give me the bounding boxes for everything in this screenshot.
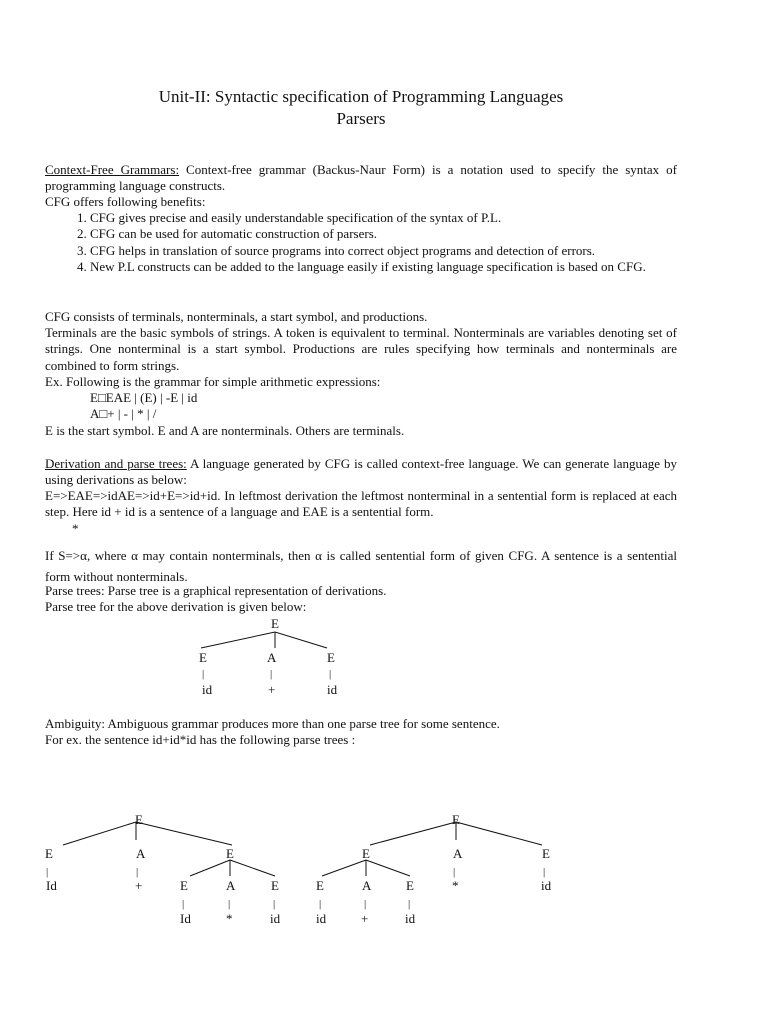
document-subtitle: Parsers xyxy=(336,109,386,128)
derivation-star: * xyxy=(72,521,79,536)
sentential-form-paragraph: If S=>α, where α may contain nonterminals, then α is called sentential form of given CFG. A sentence is a sentential form without nonterminals. xyxy=(45,548,677,584)
tree-leaf: * xyxy=(452,878,459,893)
tree-leaf: id xyxy=(270,911,281,926)
tree-leaf: Id xyxy=(46,878,57,893)
tree-edge xyxy=(370,822,456,845)
tree-node: E xyxy=(199,650,207,665)
grammar-rule-1: E□EAE | (E) | -E | id xyxy=(90,390,198,405)
tree-node: E xyxy=(226,846,234,861)
tree-bar: | xyxy=(202,668,205,680)
tree-leaf: id xyxy=(405,911,416,926)
tree-bar: | xyxy=(182,898,185,910)
list-item: 4. New P.L constructs can be added to the language easily if existing language specification is based on CFG. xyxy=(90,259,677,275)
tree-leaf: id xyxy=(541,878,552,893)
tree-leaf: + xyxy=(135,878,143,893)
start-symbol-note: E is the start symbol. E and A are nonterminals. Others are terminals. xyxy=(45,423,405,438)
example-intro-text: Ex. Following is the grammar for simple arithmetic expressions: xyxy=(45,374,381,389)
tree-bar: | xyxy=(453,866,456,878)
tree-leaf: + xyxy=(361,911,369,926)
cfg-offers-text: CFG offers following benefits: xyxy=(45,194,206,209)
document-title: Unit-II: Syntactic specification of Programming Languages xyxy=(158,87,564,106)
tree-node: E xyxy=(542,846,550,861)
derivation-intro-text: A language generated by CFG is called context-free language. We can generate language by using derivations as below: xyxy=(45,456,677,488)
cfg-heading: Context-Free Grammars: xyxy=(45,162,180,177)
tree-bar: | xyxy=(319,898,322,910)
tree-node: E xyxy=(362,846,370,861)
tree-edge xyxy=(366,860,410,876)
ambiguity-example: For ex. the sentence id+id*id has the following parse trees : xyxy=(45,732,356,747)
parse-tree-intro: Parse tree for the above derivation is given below: xyxy=(45,599,307,614)
parse-tree-definition: Parse trees: Parse tree is a graphical representation of derivations. xyxy=(45,583,387,598)
tree-bar: | xyxy=(329,668,332,680)
derivation-paragraph: E=>EAE=>idAE=>id+E=>id+id. In leftmost derivation the leftmost nonterminal in a sentential form is replaced at each step. Here id + id is a sentence of a language and EAE is a sentential form. xyxy=(45,488,677,520)
tree-bar: | xyxy=(273,898,276,910)
tree-node: A xyxy=(267,650,277,665)
tree-bar: | xyxy=(364,898,367,910)
derivation-heading: Derivation and parse trees: xyxy=(45,456,187,471)
tree-bar: | xyxy=(270,668,273,680)
ambiguity-paragraph: Ambiguity: Ambiguous grammar produces more than one parse tree for some sentence. xyxy=(45,716,500,731)
tree-bar: | xyxy=(543,866,546,878)
tree-node: E xyxy=(327,650,335,665)
tree-bar: | xyxy=(136,866,139,878)
tree-edge xyxy=(456,822,542,845)
tree-edge xyxy=(322,860,366,876)
tree-node: E xyxy=(180,878,188,893)
terminals-paragraph: Terminals are the basic symbols of strings. A token is equivalent to terminal. Nonterminals are variables denoting set of strings. One nonterminal is a start symbol. Productions are rules specifying how terminals and nonterminals are combined to form strings. xyxy=(45,325,677,373)
list-item: 1. CFG gives precise and easily understandable specification of the syntax of P.L. xyxy=(90,210,677,226)
cfg-intro-text: Context-free grammar (Backus-Naur Form) is a notation used to specify the syntax of programming language constructs. xyxy=(45,162,677,194)
tree-node: E xyxy=(135,812,143,827)
tree-leaf: id xyxy=(202,682,213,697)
tree-node: E xyxy=(406,878,414,893)
list-item: 2. CFG can be used for automatic construction of parsers. xyxy=(90,226,677,242)
tree-leaf: * xyxy=(226,911,233,926)
tree-node: E xyxy=(271,878,279,893)
tree-node: A xyxy=(453,846,463,861)
tree-node: A xyxy=(226,878,236,893)
tree-node: E xyxy=(452,812,460,827)
grammar-rule-2: A□+ | - | * | / xyxy=(90,406,157,421)
tree-node: E xyxy=(271,616,279,631)
list-item: 3. CFG helps in translation of source programs into correct object programs and detection of errors. xyxy=(90,243,677,259)
tree-node: A xyxy=(362,878,372,893)
cfg-consists-text: CFG consists of terminals, nonterminals, a start symbol, and productions. xyxy=(45,309,428,324)
tree-leaf: + xyxy=(268,682,276,697)
tree-leaf: id xyxy=(327,682,338,697)
tree-leaf: Id xyxy=(180,911,191,926)
tree-node: A xyxy=(136,846,146,861)
tree-leaf: id xyxy=(316,911,327,926)
tree-bar: | xyxy=(228,898,231,910)
tree-node: E xyxy=(45,846,53,861)
tree-bar: | xyxy=(46,866,49,878)
tree-bar: | xyxy=(408,898,411,910)
tree-node: E xyxy=(316,878,324,893)
